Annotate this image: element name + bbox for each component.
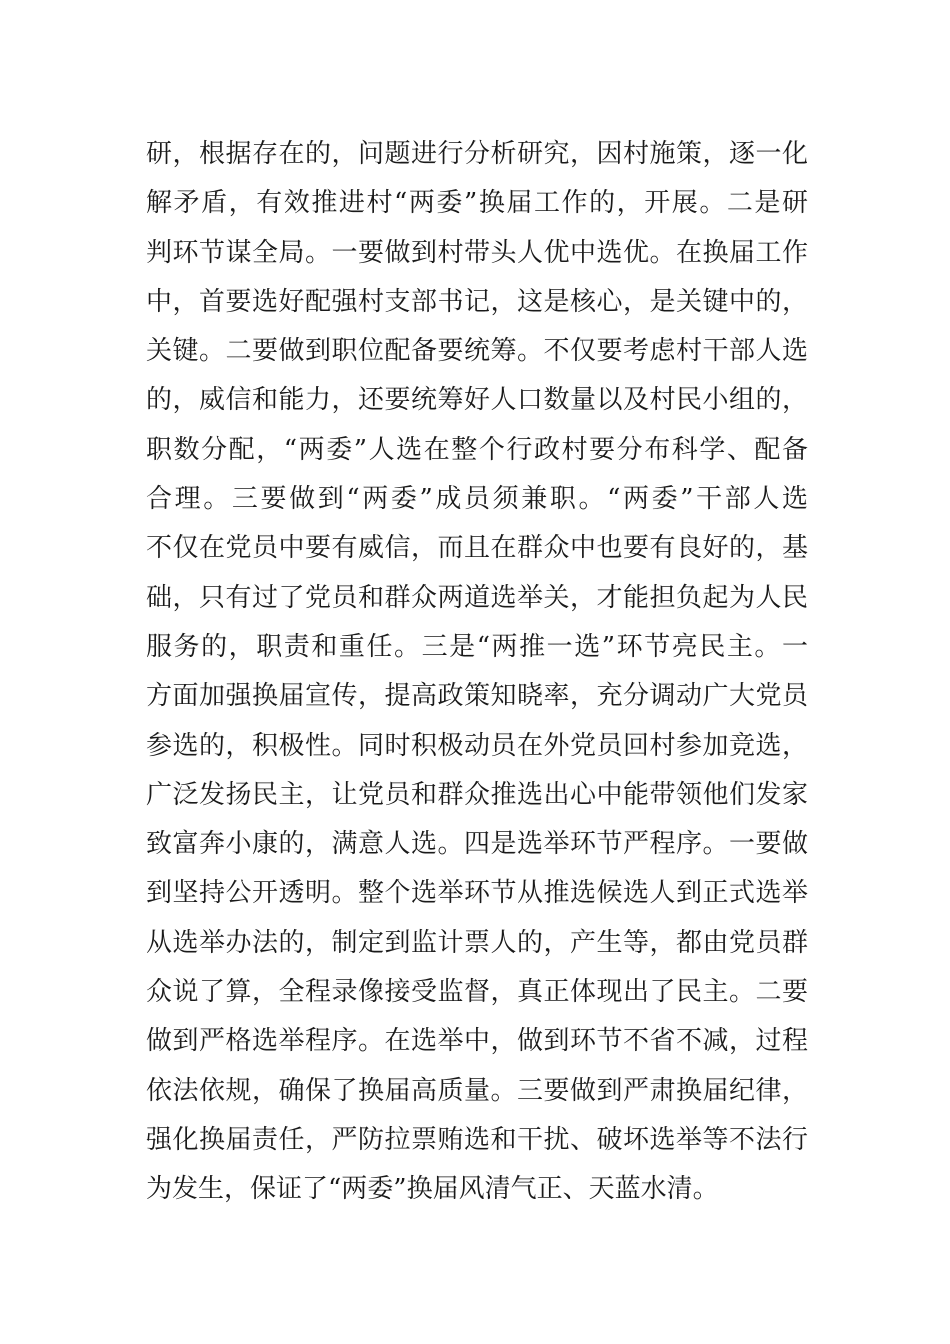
text-line: 致富奔小康的，满意人选。四是选举环节严程序。一要做	[146, 829, 808, 860]
text-line: 到坚持公开透明。整个选举环节从推选候选人到正式选举	[146, 878, 808, 909]
text-line: 研，根据存在的，问题进行分析研究，因村施策，逐一化	[146, 139, 808, 169]
text-line: 广泛发扬民主，让党员和群众推选出心中能带领他们发家	[146, 779, 808, 810]
text-line: 解矛盾，有效推进村“两委”换届工作的，开展。二是研	[146, 188, 808, 219]
text-line: 判环节谋全局。一要做到村带头人优中选优。在换届工作	[146, 237, 808, 268]
text-line: 众说了算，全程录像接受监督，真正体现出了民主。二要	[146, 977, 808, 1008]
text-line: 职数分配，“两委”人选在整个行政村要分布科学、配备	[146, 434, 808, 465]
text-line: 依法依规，确保了换届高质量。三要做到严肃换届纪律，	[146, 1075, 808, 1106]
text-line: 方面加强换届宣传，提高政策知晓率，充分调动广大党员	[146, 681, 808, 712]
text-line: 不仅在党员中要有威信，而且在群众中也要有良好的，基	[146, 533, 808, 564]
text-line: 关键。二要做到职位配备要统筹。不仅要考虑村干部人选	[146, 336, 808, 367]
text-line: 合理。三要做到“两委”成员须兼职。“两委”干部人选	[146, 484, 808, 515]
text-line: 服务的，职责和重任。三是“两推一选”环节亮民主。一	[146, 631, 808, 662]
text-line: 做到严格选举程序。在选举中，做到环节不省不减，过程	[146, 1026, 808, 1057]
text-line: 础，只有过了党员和群众两道选举关，才能担负起为人民	[146, 582, 808, 613]
text-line: 中，首要选好配强村支部书记，这是核心，是关键中的，	[146, 286, 808, 317]
text-line: 的，威信和能力，还要统筹好人口数量以及村民小组的，	[146, 385, 808, 416]
body-paragraph	[146, 130, 808, 1215]
text-line: 强化换届责任，严防拉票贿选和干扰、破坏选举等不法行	[146, 1124, 808, 1155]
text-line: 为发生，保证了“两委”换届风清气正、天蓝水清。	[146, 1174, 719, 1205]
text-line: 参选的，积极性。同时积极动员在外党员回村参加竞选，	[146, 730, 808, 761]
text-line: 从选举办法的，制定到监计票人的，产生等，都由党员群	[146, 927, 808, 958]
